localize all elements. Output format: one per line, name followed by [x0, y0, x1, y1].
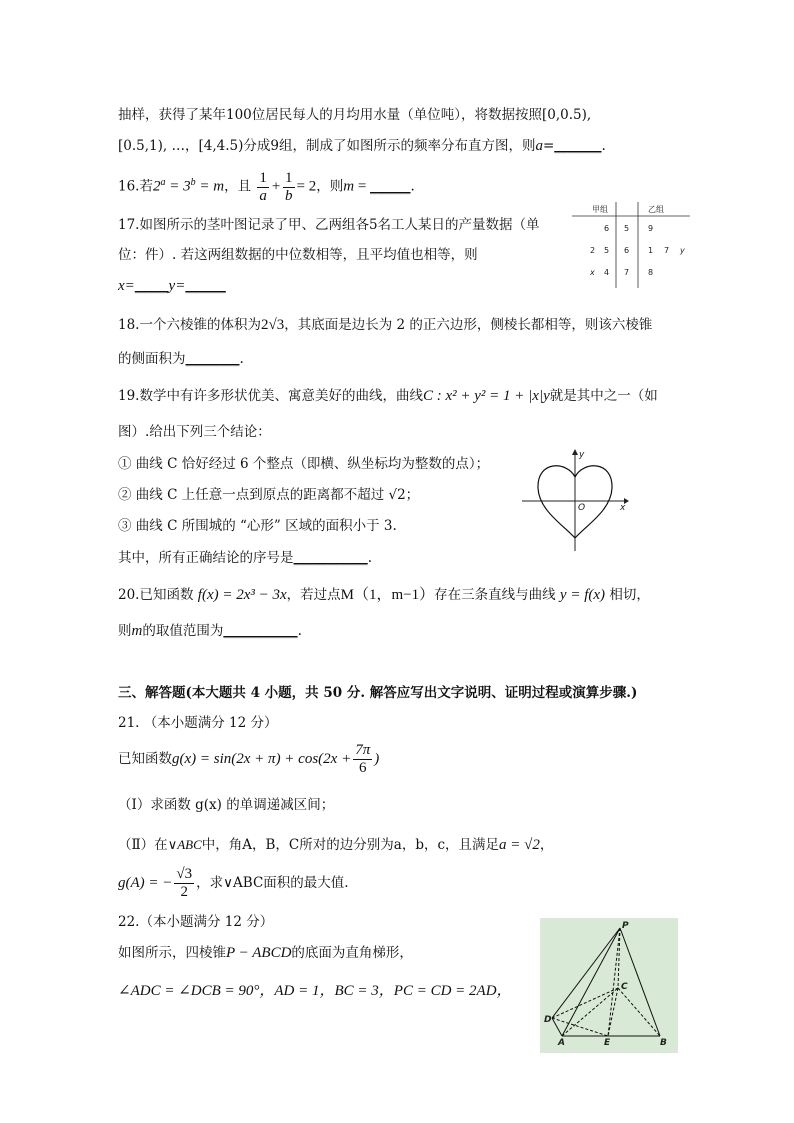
p17-line3: x=_____y=______	[118, 278, 226, 294]
p19-line2: 图）.给出下列三个结论：	[118, 424, 271, 440]
p19-claim3: ③ 曲线 C 所围城的 “心形” 区域的面积小于 3.	[118, 518, 397, 534]
p21-head: 21. （本小题满分 12 分）	[118, 715, 278, 731]
leaf-right: 8	[648, 268, 654, 277]
leaf-right: 9	[648, 224, 654, 233]
leaf-left: 5	[604, 246, 610, 255]
answer-blank-18: ________	[185, 351, 240, 367]
heart-curve-svg	[520, 448, 630, 553]
axis-y-label: y	[579, 450, 585, 460]
origin-label: O	[578, 503, 586, 513]
p18-line2: 的侧面积为________.	[118, 351, 244, 367]
leaf-right: 1	[648, 246, 654, 255]
frac-1-over-a: $\frac{1}{a}$	[259, 169, 267, 204]
p21-part-i: （Ⅰ）求函数 g(x) 的单调递减区间；	[118, 797, 335, 813]
p19-line1: 19.数学中有许多形状优美、寓意美好的曲线，曲线C : x² + y² = 1 + |x|y就是其中之一（如	[118, 388, 658, 404]
vertex-D: D	[544, 1015, 552, 1025]
p22-line2: ∠ADC = ∠DCB = 90°，AD = 1，BC = 3，PC = CD = 2AD，	[118, 983, 512, 999]
stem-left-title: 甲组	[592, 205, 608, 214]
p18-line1: 18.一个六棱锥的体积为2√3，其底面是边长为 2 的正六边形，侧棱长都相等，则该六棱锥	[118, 317, 653, 333]
p20-line1: 20.已知函数 f(x) = 2x³ − 3x，若过点M（1，m−1）存在三条直线与曲线 y = f(x) 相切，	[118, 587, 650, 603]
p17-line1: 17.如图所示的茎叶图记录了甲、乙两组各5名工人某日的产量数据（单	[118, 217, 540, 233]
p21-func: 已知函数g(x) = sin(2x + π) + cos(2x + $\frac{7\pi}{6}$ )	[118, 742, 380, 776]
p17-line2: 位：件）. 若这两组数据的中位数相等，且平均值也相等，则	[118, 247, 478, 263]
frac-sqrt3-over-2: $\frac{√3}{2}$	[176, 866, 193, 900]
answer-blank-16: ______	[370, 178, 411, 195]
vertex-P: P	[622, 921, 629, 931]
p15-line2: [0.5,1), …，[4,4.5)分成9组，制成了如图所示的频率分布直方图，则a=_______.	[118, 138, 606, 154]
vertex-B: B	[660, 1038, 667, 1048]
p22-line1: 如图所示，四棱锥P − ABCD的底面为直角梯形，	[118, 945, 413, 961]
stem: 5	[624, 224, 630, 233]
stem-right-title: 乙组	[648, 205, 664, 214]
frac-7pi-over-6: $\frac{7\pi}{6}$	[355, 742, 371, 776]
section-3-heading: 三、解答题(本大题共 4 小题，共 50 分. 解答应写出文字说明、证明过程或演算步骤.)	[118, 685, 638, 701]
vertex-C: C	[621, 982, 628, 992]
stem-leaf-plot	[572, 200, 692, 290]
leaf-left: 6	[604, 224, 610, 233]
p21-condition: g(A) = − $\frac{√3}{2}$ ，求∨ABC面积的最大值.	[118, 866, 349, 900]
heart-curve-figure	[520, 448, 630, 553]
p21-part-ii: （Ⅱ）在∨ABC中，角A，B，C所对的边分别为a，b，c，且满足a = √2，	[118, 837, 554, 853]
leaf-left: 4	[604, 268, 610, 277]
answer-blank-19: ___________	[293, 550, 368, 566]
axis-x-label: x	[620, 503, 626, 513]
answer-blank-15: _______	[554, 138, 602, 154]
p19-line6: 其中，所有正确结论的序号是___________.	[118, 550, 373, 566]
leaf-right-y: y	[680, 246, 685, 255]
frac-1-over-b: $\frac{1}{b}$	[285, 169, 293, 204]
p20-line2: 则m的取值范围为___________.	[118, 623, 302, 639]
p19-claim2: ② 曲线 C 上任意一点到原点的距离都不超过 √2；	[118, 487, 420, 503]
pyramid-svg	[540, 918, 678, 1053]
point-E: E	[604, 1038, 611, 1048]
p19-claim1: ① 曲线 C 恰好经过 6 个整点（即横、纵坐标均为整数的点）；	[118, 456, 490, 472]
pyramid-figure	[540, 918, 678, 1053]
p16-line: 16.若$2^a = 3^b = m$，且 $\frac{1}{a}$ + $\frac{1}{b}$ = 2，则m = ______.	[118, 169, 415, 204]
answer-blank-17x: _____	[134, 278, 169, 294]
stem: 7	[624, 268, 630, 277]
leaf-left: 2	[590, 246, 596, 255]
leaf-right: 7	[664, 246, 670, 255]
vertex-A: A	[558, 1038, 565, 1048]
answer-blank-17y: ______	[185, 278, 226, 294]
p22-head: 22.（本小题满分 12 分）	[118, 914, 274, 930]
stem: 6	[624, 246, 630, 255]
leaf-left-x: x	[590, 268, 595, 277]
answer-blank-20: ___________	[223, 623, 298, 639]
p15-line1: 抽样，获得了某年100位居民每人的月均用水量（单位吨），将数据按照[0,0.5),	[118, 107, 592, 123]
